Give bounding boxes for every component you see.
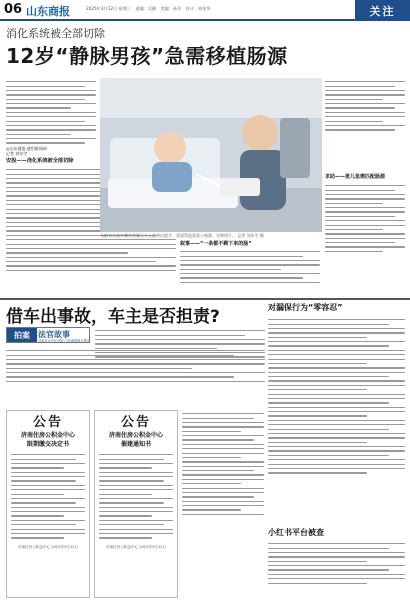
notice-1-topic: 限期缴交决定书	[26, 441, 69, 448]
page-number: 06	[4, 2, 23, 17]
notice-2-head: 公告	[120, 415, 151, 430]
notice-1	[6, 410, 90, 598]
story4-body	[268, 540, 405, 587]
legal-column-sub: 济南市市中区法院 山东商报联合推出	[38, 339, 91, 343]
story1-body-right-lower	[325, 182, 405, 255]
notice-2-org: 济南住房公积金中心	[108, 432, 163, 439]
legal-column-icon: 拍案	[7, 328, 37, 342]
story2-body-middle	[6, 347, 265, 385]
story2-headline: 借车出事故，车主是否担责?	[6, 307, 220, 327]
story1-subtitle-donor: 求助——患儿急需匹配肠源	[325, 174, 386, 180]
story4-title: 小红书平台被查	[268, 528, 324, 537]
story3-title: 对漏保行为“零容忍”	[268, 303, 343, 312]
notice-1-body	[7, 448, 89, 545]
notice-2	[94, 410, 178, 598]
header-rule	[0, 19, 355, 21]
photo-credit: 记者 刘东宇 摄	[237, 233, 264, 238]
photo-caption-text: 丞皓对右前外腰苦营婆心人士监伸出援手，希望帮他重获小肠源。实物照片。	[100, 233, 236, 238]
notice-2-body	[95, 448, 177, 545]
story1-body-center-lower	[180, 248, 320, 286]
section-divider	[0, 298, 410, 300]
story1-subtitle-security: 安股——浇化系统被全部切除	[6, 158, 74, 164]
issue-meta: 2025年3月12日 星期三 责编：吴静 美编：孙萍 设计：胡金华	[86, 6, 211, 11]
newspaper-name: 山东商报	[26, 5, 70, 18]
notice-2-topic: 催建通知书	[120, 441, 151, 448]
story1-subhead: 消化系统被全部切除	[6, 27, 105, 40]
story1-subtitle-quote: 叙事——“一条都不剩下来的肠”	[180, 241, 252, 247]
notice-1-date: 济南住房公积金中心 2025年3月12日	[17, 544, 79, 549]
story1-body-left	[6, 78, 96, 147]
hospital-photo-drawing	[100, 78, 322, 232]
story1-headline: 12岁“静脉男孩”急需移植肠源	[6, 44, 288, 68]
notice-1-head: 公告	[32, 415, 63, 430]
byline-reporter: ◎山东商报·速豹新闻网	[6, 146, 47, 151]
story1-body-right	[325, 78, 405, 134]
story3-body	[268, 316, 405, 477]
notice-2-date: 济南住房公积金中心 2025年3月12日	[105, 544, 167, 549]
story2-body-right	[182, 410, 264, 518]
photo-caption	[100, 233, 322, 238]
byline-names: 记者 刘东宇	[6, 151, 28, 156]
notice-1-org: 济南住房公积金中心	[20, 432, 75, 439]
section-tag: 关注	[355, 0, 410, 21]
legal-column-title: 法官故事	[38, 330, 70, 339]
hospital-photo	[100, 78, 322, 232]
